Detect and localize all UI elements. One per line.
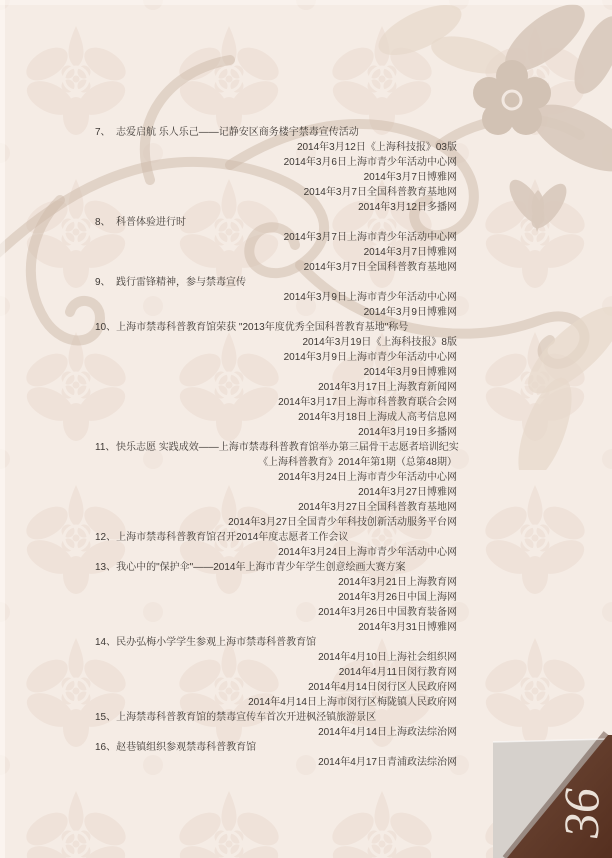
item-title: 志爱启航 乐人乐己——记静安区商务楼宇禁毒宣传活动 bbox=[116, 127, 359, 138]
source-line: 2014年4月17日青浦政法综治网 bbox=[318, 757, 457, 768]
item-title: 践行雷锋精神，参与禁毒宣传 bbox=[116, 277, 246, 288]
list-item bbox=[95, 125, 457, 215]
item-title: 赵巷镇组织参观禁毒科普教育馆 bbox=[116, 742, 257, 753]
list-item bbox=[95, 635, 457, 710]
item-title-line bbox=[95, 635, 457, 650]
source-line: 2014年3月9日博雅网 bbox=[363, 367, 457, 378]
item-title-line bbox=[95, 125, 457, 140]
item-number: 9、 bbox=[95, 277, 111, 288]
item-number: 15、 bbox=[95, 712, 117, 723]
item-number: 8、 bbox=[95, 217, 111, 228]
publication-list bbox=[95, 125, 457, 770]
source-line: 2014年3月7日全国科普教育基地网 bbox=[303, 187, 457, 198]
page-number: 36 bbox=[553, 788, 609, 838]
page-edge-highlight-left bbox=[0, 0, 5, 858]
item-title: 民办弘梅小学学生参观上海市禁毒科普教育馆 bbox=[116, 637, 317, 648]
item-title-line bbox=[95, 215, 457, 230]
source-line: 2014年3月24日上海市青少年活动中心网 bbox=[278, 547, 457, 558]
source-line: 2014年3月9日上海市青少年活动中心网 bbox=[283, 292, 457, 303]
item-title-line bbox=[95, 530, 457, 545]
source-line: 2014年3月7日博雅网 bbox=[363, 172, 457, 183]
item-number: 10、 bbox=[95, 322, 117, 333]
source-line: 《上海科普教育》2014年第1期（总第48期） bbox=[258, 457, 457, 468]
source-line: 2014年3月21日上海教育网 bbox=[338, 577, 457, 588]
item-title: 我心中的"保护伞"——2014年上海市青少年学生创意绘画大赛方案 bbox=[116, 562, 406, 573]
source-line: 2014年3月27日全国青少年科技创新活动服务平台网 bbox=[228, 517, 457, 528]
source-line: 2014年3月7日上海市青少年活动中心网 bbox=[283, 232, 457, 243]
item-title-line bbox=[95, 740, 457, 755]
item-number: 13、 bbox=[95, 562, 117, 573]
source-line: 2014年3月17日上海市科普教育联合会网 bbox=[278, 397, 457, 408]
source-line: 2014年3月12日《上海科技报》03版 bbox=[296, 142, 457, 153]
source-line: 2014年3月9日上海市青少年活动中心网 bbox=[283, 352, 457, 363]
source-line: 2014年3月19日《上海科技报》8版 bbox=[302, 337, 457, 348]
source-line: 2014年3月18日上海成人高考信息网 bbox=[298, 412, 457, 423]
source-line: 2014年4月14日上海政法综治网 bbox=[318, 727, 457, 738]
item-title-line bbox=[95, 560, 457, 575]
item-number: 12、 bbox=[95, 532, 117, 543]
source-line: 2014年3月27日全国科普教育基地网 bbox=[298, 502, 457, 513]
item-title: 科普体验进行时 bbox=[116, 217, 186, 228]
source-line: 2014年3月31日博雅网 bbox=[358, 622, 457, 633]
list-item bbox=[95, 710, 457, 740]
source-line: 2014年3月7日全国科普教育基地网 bbox=[303, 262, 457, 273]
item-title: 快乐志愿 实践成效——上海市禁毒科普教育馆举办第三届骨干志愿者培训纪实 bbox=[116, 442, 459, 453]
source-line: 2014年3月26日中国教育装备网 bbox=[318, 607, 457, 618]
item-title-line bbox=[95, 710, 457, 725]
source-line: 2014年3月24日上海市青少年活动中心网 bbox=[278, 472, 457, 483]
list-item bbox=[95, 440, 457, 530]
source-line: 2014年3月26日中国上海网 bbox=[338, 592, 457, 603]
item-number: 11、 bbox=[95, 442, 116, 453]
item-number: 14、 bbox=[95, 637, 117, 648]
source-line: 2014年4月14日闵行区人民政府网 bbox=[308, 682, 457, 693]
item-title: 上海市禁毒科普教育馆荣获 "2013年度优秀全国科普教育基地"称号 bbox=[116, 322, 409, 333]
source-line: 2014年3月27日博雅网 bbox=[358, 487, 457, 498]
list-item bbox=[95, 740, 457, 770]
source-line: 2014年4月11日闵行教育网 bbox=[338, 667, 457, 678]
source-line: 2014年3月19日多播网 bbox=[358, 427, 457, 438]
list-item bbox=[95, 320, 457, 440]
list-item bbox=[95, 215, 457, 275]
source-line: 2014年3月17日上海教育新闻网 bbox=[318, 382, 457, 393]
item-title: 上海禁毒科普教育馆的禁毒宣传车首次开进枫泾镇旅游景区 bbox=[116, 712, 377, 723]
source-line: 2014年3月7日博雅网 bbox=[363, 247, 457, 258]
page-edge-highlight-top bbox=[0, 0, 612, 5]
list-item bbox=[95, 275, 457, 320]
item-number: 7、 bbox=[95, 127, 111, 138]
item-title-line bbox=[95, 320, 457, 335]
source-line: 2014年4月10日上海社会组织网 bbox=[318, 652, 457, 663]
item-title-line bbox=[95, 275, 457, 290]
folded-corner bbox=[485, 728, 612, 858]
source-line: 2014年4月14日上海市闵行区梅陇镇人民政府网 bbox=[248, 697, 457, 708]
item-title-line bbox=[95, 440, 457, 455]
source-line: 2014年3月9日博雅网 bbox=[363, 307, 457, 318]
list-item bbox=[95, 530, 457, 560]
item-number: 16、 bbox=[95, 742, 117, 753]
item-title: 上海市禁毒科普教育馆召开2014年度志愿者工作会议 bbox=[116, 532, 349, 543]
source-line: 2014年3月6日上海市青少年活动中心网 bbox=[283, 157, 457, 168]
source-line: 2014年3月12日多播网 bbox=[358, 202, 457, 213]
list-item bbox=[95, 560, 457, 635]
